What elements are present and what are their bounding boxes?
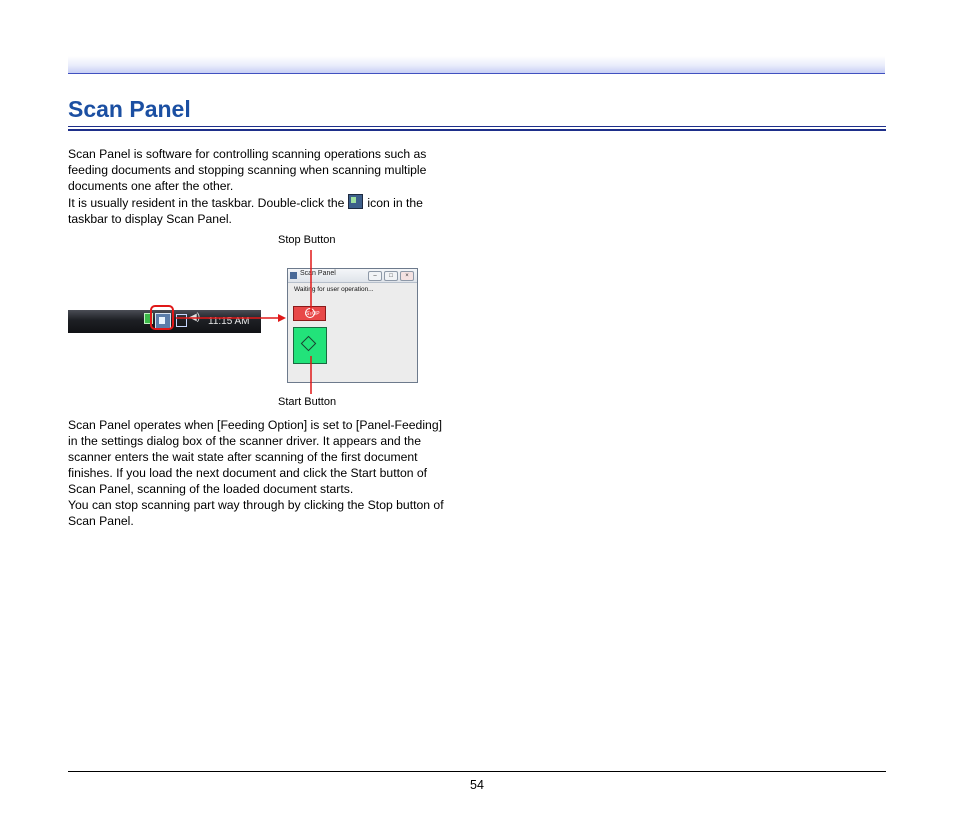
tray-volume-icon: ◀) (189, 312, 201, 323)
intro-line: feeding documents and stopping scanning when scanning multiple (68, 163, 427, 177)
page-title: Scan Panel (68, 96, 191, 122)
intro-line: documents one after the other. (68, 179, 234, 193)
minimize-button[interactable]: – (368, 271, 382, 281)
resident-text-after: icon in the (367, 196, 423, 210)
tray-arrow-head (278, 314, 286, 322)
resident-text-before: It is usually resident in the taskbar. Double-click the (68, 196, 345, 210)
window-status-text: Waiting for user operation... (294, 286, 374, 293)
body-line: Scan Panel. (68, 514, 134, 528)
stop-button-callout: Stop Button (278, 234, 336, 246)
tray-clock: 11:15 AM (208, 316, 250, 327)
page-number: 54 (470, 778, 484, 792)
intro-line: taskbar to display Scan Panel. (68, 212, 232, 226)
footer-rule (68, 771, 886, 772)
body-line: scanner enters the wait state after scanning of the first document (68, 450, 418, 464)
start-button-callout: Start Button (278, 396, 337, 408)
close-button[interactable]: × (400, 271, 414, 281)
stop-icon: STOP (305, 308, 315, 318)
body-line: You can stop scanning part way through by clicking the Stop button of (68, 498, 444, 512)
body-line: in the settings dialog box of the scanner driver. It appears and the (68, 434, 421, 448)
body-line: Scan Panel operates when [Feeding Option] is set to [Panel-Feeding] (68, 418, 442, 432)
maximize-button[interactable]: □ (384, 271, 398, 281)
intro-line: Scan Panel is software for controlling scanning operations such as (68, 147, 427, 161)
window-title: Scan Panel (300, 270, 336, 277)
body-line: finishes. If you load the next document and click the Start button of (68, 466, 428, 480)
body-paragraph (68, 417, 488, 529)
body-line: Scan Panel, scanning of the loaded document starts. (68, 482, 354, 496)
